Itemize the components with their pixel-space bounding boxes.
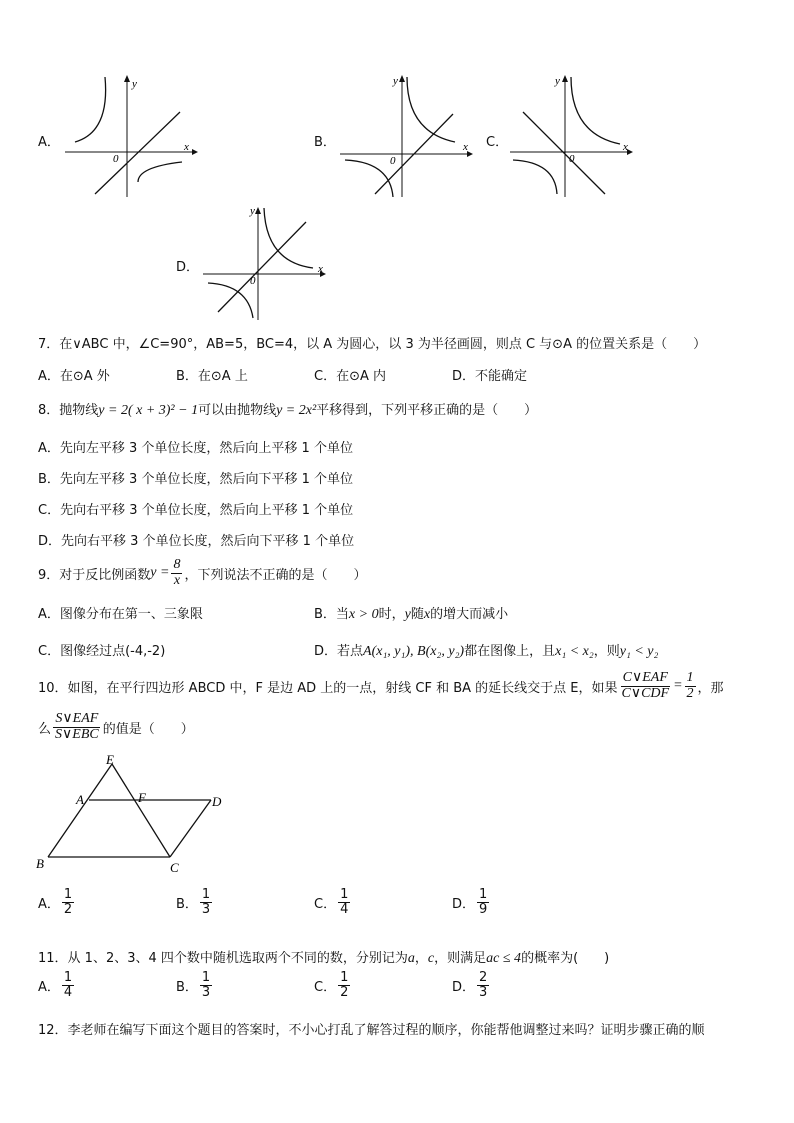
q11-c-frac xyxy=(338,971,350,999)
label-d: D xyxy=(212,794,222,809)
q9-num: 8 xyxy=(173,557,181,572)
q10-b-den: 3 xyxy=(201,901,211,917)
q9-d-mid: 都在图像上，且 xyxy=(464,644,556,659)
q6-option-d-label: D． xyxy=(176,260,200,275)
q6a-origin: 0 xyxy=(113,153,119,165)
q8-stem xyxy=(38,399,537,419)
q7-option-c: C．在⊙A 内 xyxy=(314,369,386,384)
q10-ratio-den: C∨CDF xyxy=(621,685,670,701)
q7-option-b: B．在⊙A 上 xyxy=(176,369,248,384)
q10-parallelogram-figure xyxy=(36,752,236,877)
q9-b-y: y xyxy=(404,607,411,622)
q9-b-cond: x > 0 xyxy=(348,607,379,622)
q11-stem xyxy=(38,947,609,967)
q8-option-b: B．先向左平移 3 个单位长度，然后向下平移 1 个单位 xyxy=(38,472,353,487)
q6c-origin: 0 xyxy=(569,153,575,165)
q8-eq1: y = 2( x + 3)² − 1 xyxy=(98,403,199,418)
q9-fraction xyxy=(171,558,182,588)
q10-stem-line1 xyxy=(38,671,724,701)
q6-option-a-label: A． xyxy=(38,135,60,150)
q8-prefix: 8．抛物线 xyxy=(38,403,99,418)
q10-half-fraction xyxy=(685,671,696,701)
q11-b-frac xyxy=(200,971,212,999)
q11-d-num: 2 xyxy=(479,970,488,985)
label-e: E xyxy=(106,752,114,767)
q9-option-a: A．图像分布在第一、三象限 xyxy=(38,607,203,622)
q6b-origin: 0 xyxy=(390,155,396,167)
q8-option-c: C．先向右平移 3 个单位长度，然后向上平移 1 个单位 xyxy=(38,503,354,518)
q9-d-cond: x₁ < x₂ xyxy=(555,644,594,659)
q10-a-num: 1 xyxy=(63,887,73,902)
q10-d-label: D． xyxy=(452,896,476,912)
q9-d-pre: D．若点 xyxy=(314,644,364,659)
q10-s-num: S∨EAF xyxy=(55,711,99,726)
q10-c-den: 4 xyxy=(340,901,349,917)
q8-option-d: D．先向右平移 3 个单位长度，然后向下平移 1 个单位 xyxy=(38,534,355,549)
q6-graph-d xyxy=(198,200,333,325)
q11-c-num: 1 xyxy=(340,970,349,985)
q11-d-den: 3 xyxy=(479,984,488,1000)
q10-stem-line2 xyxy=(38,712,194,742)
q9-b-pre: B．当 xyxy=(314,607,349,622)
q11-mid: ，则满足 xyxy=(434,951,487,966)
label-c: C xyxy=(170,860,179,875)
q10-half-num: 1 xyxy=(686,670,694,685)
q9-option-b xyxy=(314,603,508,623)
q6d-axis-x: x xyxy=(318,263,323,275)
q10-c-label: C． xyxy=(314,896,337,912)
q6-graph-c xyxy=(505,72,640,202)
q10-s-den: S∨EBC xyxy=(55,726,99,742)
q10-a-frac xyxy=(62,888,74,916)
q9-d-mid2: ，则 xyxy=(593,644,620,659)
q10-option-c xyxy=(314,888,352,916)
q7-option-d: D．不能确定 xyxy=(452,369,528,384)
label-f: F xyxy=(138,790,146,805)
q11-cond: ac ≤ 4 xyxy=(486,951,522,966)
q11-a-label: A． xyxy=(38,979,60,995)
q11-c: c xyxy=(427,951,435,966)
q10-tail: ，那 xyxy=(697,680,724,696)
label-b: B xyxy=(36,856,44,871)
q11-pre: 11．从 1、2、3、4 四个数中随机选取两个不同的数，分别记为 xyxy=(38,951,408,966)
q11-d-label: D． xyxy=(452,979,476,995)
q6-option-b-label: B． xyxy=(314,135,336,150)
q10-line2-pre: 么 xyxy=(38,721,52,737)
q10-ratio-num: C∨EAF xyxy=(622,670,668,685)
q11-a: a xyxy=(407,951,415,966)
q11-option-a xyxy=(38,971,76,999)
q9-suffix: ，下列说法不正确的是（ ） xyxy=(184,567,367,583)
q9-b-mid: 时， xyxy=(378,607,405,622)
q6c-axis-x: x xyxy=(623,141,628,153)
q6d-origin: 0 xyxy=(250,275,256,287)
q8-mid: 可以由抛物线 xyxy=(198,403,277,418)
q11-d-frac xyxy=(477,971,489,999)
q11-option-b xyxy=(176,971,214,999)
q6d-axis-y: y xyxy=(250,205,255,217)
q10-option-d xyxy=(452,888,491,916)
q11-option-d xyxy=(452,971,491,999)
q10-option-a xyxy=(38,888,76,916)
q9-d-pts: A(x₁, y₁), B(x₂, y₂) xyxy=(363,644,465,659)
q11-sep: ， xyxy=(414,951,428,966)
q8-suffix: 平移得到，下列平移正确的是（ ） xyxy=(316,403,538,418)
q10-b-frac xyxy=(200,888,212,916)
q10-a-label: A． xyxy=(38,896,60,912)
q11-a-den: 4 xyxy=(63,984,73,1000)
q11-c-label: C． xyxy=(314,979,337,995)
q6-option-c-label: C． xyxy=(486,135,509,150)
q10-d-frac xyxy=(477,888,489,916)
q10-half-den: 2 xyxy=(686,685,694,701)
q11-b-num: 1 xyxy=(201,970,211,985)
q10-d-den: 9 xyxy=(479,901,488,917)
q6b-axis-x: x xyxy=(463,141,468,153)
q10-s-fraction xyxy=(53,712,101,742)
label-a: A xyxy=(76,792,84,807)
q9-stem xyxy=(38,558,366,588)
q10-option-b xyxy=(176,888,214,916)
q8-option-a: A．先向左平移 3 个单位长度，然后向上平移 1 个单位 xyxy=(38,441,353,456)
q11-option-c xyxy=(314,971,352,999)
q9-den: x xyxy=(173,572,181,588)
q8-eq2: y = 2x² xyxy=(276,403,317,418)
q11-a-num: 1 xyxy=(63,970,73,985)
q11-b-den: 3 xyxy=(201,984,211,1000)
q10-line2-suf: 的值是（ ） xyxy=(102,721,194,737)
q12-stem: 12．李老师在编写下面这个题目的答案时，不小心打乱了解答过程的顺序，你能帮他调整过来吗？证明步骤正确的顺 xyxy=(38,1023,705,1038)
q11-b-label: B． xyxy=(176,979,198,995)
q9-y: y = xyxy=(150,565,170,581)
q6c-axis-y: y xyxy=(555,75,560,87)
q10-c-frac xyxy=(338,888,350,916)
q6a-axis-x: x xyxy=(184,141,189,153)
q10-line1-text: 10．如图，在平行四边形 ABCD 中，F 是边 AD 上的一点，射线 CF 和 BA 的延长线交于点 E，如果 xyxy=(38,680,618,696)
q9-option-c: C．图像经过点(-4,-2) xyxy=(38,644,166,659)
q7-option-a: A．在⊙A 外 xyxy=(38,369,110,384)
q9-prefix: 9．对于反比例函数 xyxy=(38,567,151,583)
q10-c-num: 1 xyxy=(340,887,349,902)
q11-suf: 的概率为( ) xyxy=(521,951,610,966)
q9-b-suf: 的增大而减小 xyxy=(430,607,509,622)
q9-b-mid2: 随 xyxy=(410,607,424,622)
q10-b-label: B． xyxy=(176,896,198,912)
q11-c-den: 2 xyxy=(340,984,349,1000)
q10-b-num: 1 xyxy=(201,887,211,902)
q9-d-res: y₁ < y₂ xyxy=(619,644,659,659)
q6-graph-a xyxy=(60,72,200,202)
q11-a-frac xyxy=(62,971,74,999)
q10-ratio-fraction xyxy=(620,671,672,701)
q7-stem: 7．在∨ABC 中，∠C=90°，AB=5，BC=4，以 A 为圆心，以 3 为半径画圆，则点 C 与⊙A 的位置关系是（ ） xyxy=(38,337,707,352)
q9-b-x: x xyxy=(423,607,431,622)
q10-a-den: 2 xyxy=(63,901,73,917)
q6a-axis-y: y xyxy=(132,78,137,90)
q10-d-num: 1 xyxy=(479,887,488,902)
q10-eq: = xyxy=(673,678,683,694)
q6-graph-b xyxy=(335,72,475,202)
q9-option-d xyxy=(314,640,658,660)
q6b-axis-y: y xyxy=(393,75,398,87)
